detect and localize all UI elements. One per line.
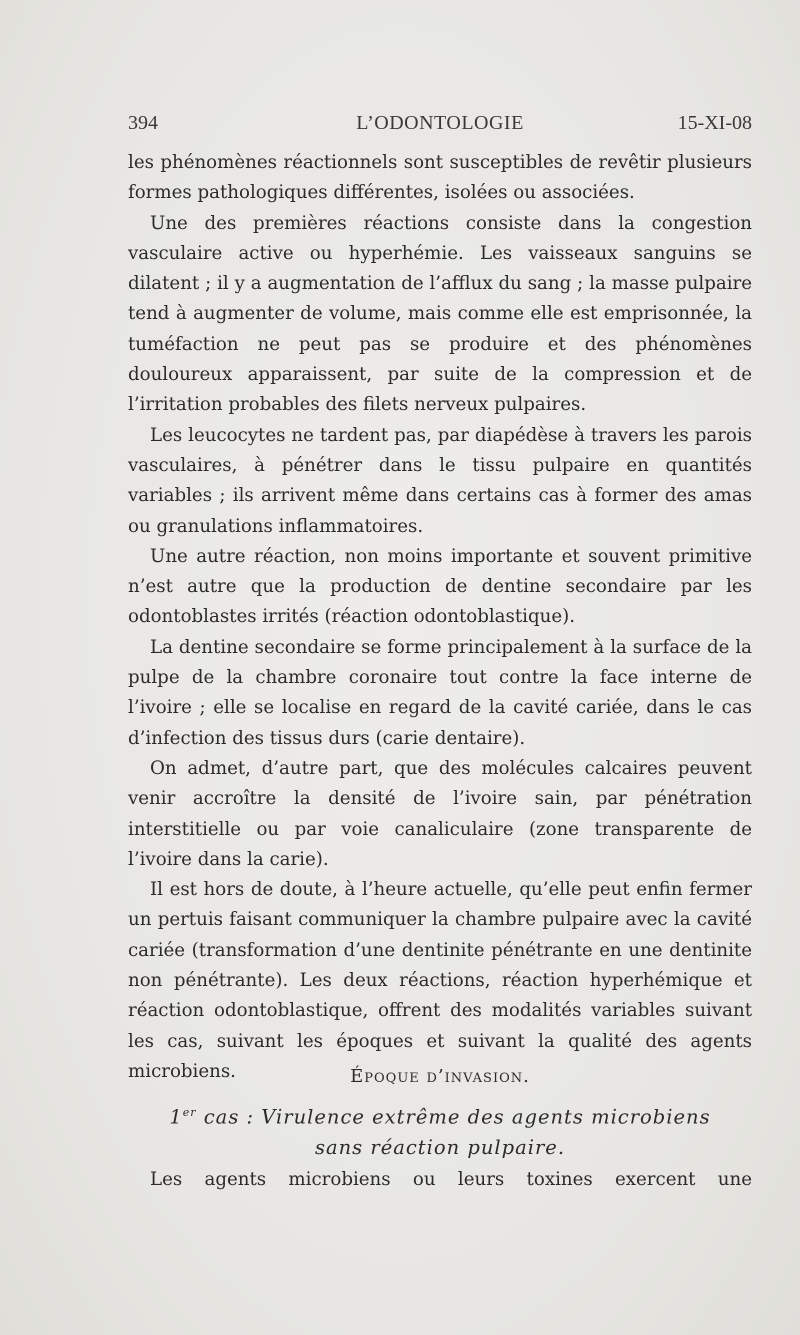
case-heading xyxy=(128,1098,752,1163)
paragraph: les phénomènes réactionnels sont susceptibles de revêtir plusieurs formes pathologiques différentes, isolées ou associées. xyxy=(128,152,752,204)
section-heading: Époque d’invasion. xyxy=(350,1066,530,1087)
paragraph: Les leucocytes ne tardent pas, par diapédèse à travers les parois vasculaires, à pénétrer dans le tissu pulpaire en quantités variables ; ils arrivent même dans certains cas à former des amas ou granulations inflammatoires. xyxy=(128,424,752,537)
running-header xyxy=(128,112,752,138)
case-ordinal: 1 xyxy=(169,1105,183,1129)
paragraph: La dentine secondaire se forme principalement à la surface de la pulpe de la chambre coronaire tout contre la face interne de l’ivoire ; elle se localise en regard de la cavité cariée, dans le cas d’infection des tissus durs (carie dentaire). xyxy=(128,636,752,749)
case-heading-text-1: cas : Virulence extrême des agents microbiens xyxy=(203,1105,711,1129)
journal-title: L’ODONTOLOGIE xyxy=(356,112,524,134)
paragraph: Une des premières réactions consiste dans la congestion vasculaire active ou hyperhémie. Les vaisseaux sanguins se dilatent ; il y a augmentation de l’afflux du sang ; la masse pulpaire tend à augmenter de volume, mais comme elle est emprisonnée, la tuméfaction ne peut pas se produire et des phénomènes douloureux apparaissent, par suite de la compression et de l’irritation probables des filets nerveux pulpaires. xyxy=(128,212,752,416)
body-text xyxy=(128,148,752,1087)
issue-date: 15-XI-08 xyxy=(677,112,752,134)
paragraph: On admet, d’autre part, que des molécules calcaires peuvent venir accroître la densité de l’ivoire sain, par pénétration interstitielle ou par voie canaliculaire (zone transparente de l’ivoire dans la carie). xyxy=(128,757,752,870)
paragraph: Une autre réaction, non moins importante et souvent primitive n’est autre que la production de dentine secondaire par les odontoblastes irrités (réaction odontoblastique). xyxy=(128,545,752,628)
case-heading-line-2: sans réaction pulpaire. xyxy=(314,1135,566,1159)
case-ordinal-suffix: er xyxy=(182,1106,197,1119)
continuing-paragraph: Les agents microbiens ou leurs toxines exercent une xyxy=(150,1169,752,1190)
paragraph: Il est hors de doute, à l’heure actuelle, qu’elle peut enfin fermer un pertuis faisant communiquer la chambre pulpaire avec la cavité cariée (transformation d’une dentinite pénétrante en une dentinite non pénétrante). Les deux réactions, réaction hyperhémique et réaction odontoblastique, offrent des modalités variables suivant les cas, suivant les époques et suivant la qualité des agents microbiens. xyxy=(128,879,752,1082)
page-number: 394 xyxy=(128,112,158,134)
case-heading-line-1 xyxy=(128,1098,752,1133)
